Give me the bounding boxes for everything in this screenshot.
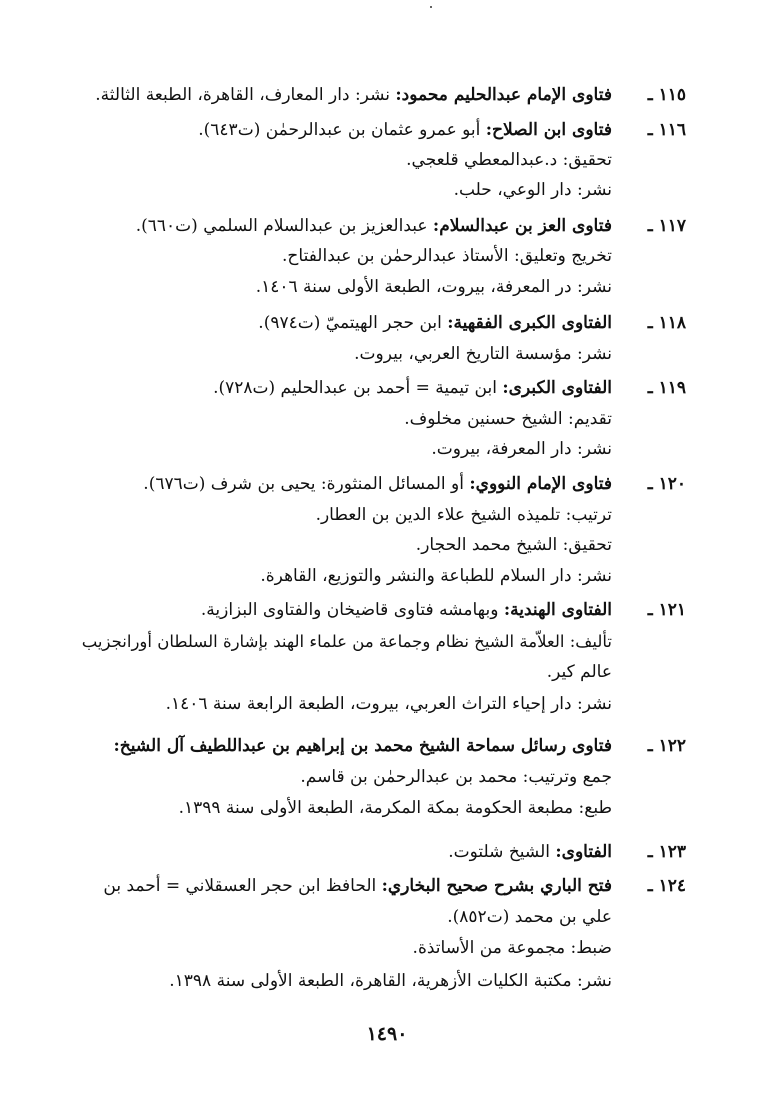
- speck: [430, 6, 432, 8]
- entry-title: فتاوى الإمام عبدالحليم محمود:: [395, 85, 612, 105]
- entry-text: الشيخ شلتوت.: [448, 842, 556, 862]
- entry-number: ١٢٣ ـ: [647, 842, 686, 862]
- entry-number: ١١٦ ـ: [647, 120, 686, 140]
- entry-title: فتاوى العز بن عبدالسلام:: [432, 216, 612, 236]
- entry-title: الفتاوى الكبرى:: [502, 378, 612, 398]
- entry-detail-line: [300, 765, 612, 789]
- entry-text: عالم كير.: [546, 662, 612, 682]
- entry-detail-line: [179, 796, 612, 820]
- entry-heading-line: [258, 311, 612, 335]
- entry-text: نشر: دار السلام للطباعة والنشر والتوزيع، القاهرة.: [260, 566, 612, 586]
- entry-text: أو المسائل المنثورة: يحيى بن شرف (ت٦٧٦).: [143, 474, 470, 494]
- entry-number: ١٢٠ ـ: [647, 474, 686, 494]
- entry-detail-line: [447, 905, 612, 929]
- entry-title: الفتاوى الكبرى الفقهية:: [447, 313, 612, 333]
- entry-detail-line: [316, 503, 612, 527]
- entry-text: نشر: دار المعرفة، بيروت.: [431, 439, 612, 459]
- entry-heading-line: [448, 840, 612, 864]
- page-number: ١٤٩٠: [366, 1023, 408, 1045]
- entry-text: ابن تيمية = أحمد بن عبدالحليم (ت٧٢٨).: [213, 378, 503, 398]
- entry-detail-line: [82, 630, 612, 654]
- entry-detail-line: [416, 533, 612, 557]
- entry-title: فتح الباري بشرح صحيح البخاري:: [381, 876, 612, 896]
- entry-detail-line: [413, 936, 612, 960]
- entry-text: جمع وترتيب: محمد بن عبدالرحمٰن بن قاسم.: [300, 767, 612, 787]
- entry-text: ضبط: مجموعة من الأساتذة.: [412, 938, 612, 958]
- entry-title: فتاوى رسائل سماحة الشيخ محمد بن إبراهيم بن عبداللطيف آل الشيخ:: [113, 736, 612, 756]
- entry-text: وبهامشه فتاوى قاضيخان والفتاوى البزازية.: [200, 600, 504, 620]
- entry-detail-line: [404, 407, 612, 431]
- entry-text: نشر: در المعرفة، بيروت، الطبعة الأولى سنة ١٤٠٦.: [255, 277, 612, 297]
- entry-detail-line: [256, 275, 612, 299]
- entry-title: الفتاوى الهندية:: [503, 600, 612, 620]
- entry-detail-line: [169, 969, 612, 993]
- entry-detail-line: [354, 342, 612, 366]
- entry-text: تخريج وتعليق: الأستاذ عبدالرحمٰن بن عبدالفتاح.: [282, 246, 612, 266]
- entry-heading-line: [201, 598, 612, 622]
- entry-heading-line: [213, 376, 612, 400]
- entry-detail-line: [454, 178, 612, 202]
- entry-heading-line: [114, 734, 613, 758]
- entry-detail-line: [282, 244, 612, 268]
- entry-number: ١٢١ ـ: [647, 600, 686, 620]
- entry-detail-line: [431, 437, 612, 461]
- entry-text: نشر: مؤسسة التاريخ العربي، بيروت.: [354, 344, 612, 364]
- entry-title: فتاوى الإمام النووي:: [469, 474, 612, 494]
- entry-title: فتاوى ابن الصلاح:: [485, 120, 612, 140]
- entry-text: نشر: مكتبة الكليات الأزهرية، القاهرة، الطبعة الأولى سنة ١٣٩٨.: [169, 971, 612, 991]
- entry-text: نشر: دار الوعي، حلب.: [453, 180, 612, 200]
- entry-heading-line: [198, 118, 612, 142]
- entry-heading-line: [143, 472, 612, 496]
- entry-detail-line: [166, 692, 612, 716]
- entry-number: ١١٩ ـ: [647, 378, 686, 398]
- entry-text: تحقيق: د.عبدالمعطي قلعجي.: [406, 150, 612, 170]
- entry-number: ١١٥ ـ: [647, 85, 686, 105]
- entry-detail-line: [406, 148, 612, 172]
- entry-text: نشر: دار إحياء التراث العربي، بيروت، الطبعة الرابعة سنة ١٤٠٦.: [165, 694, 612, 714]
- entry-text: تأليف: العلاّمة الشيخ نظام وجماعة من علماء الهند بإشارة السلطان أورانجزيب: [81, 632, 612, 651]
- entry-text: أبو عمرو عثمان بن عبدالرحمٰن (ت٦٤٣).: [198, 120, 486, 140]
- entry-text: تحقيق: الشيخ محمد الحجار.: [415, 535, 612, 555]
- entry-title: الفتاوى:: [555, 842, 612, 862]
- entry-number: ١٢٢ ـ: [647, 736, 686, 756]
- entry-text: علي بن محمد (ت٨٥٢).: [447, 907, 612, 927]
- entry-text: الحافظ ابن حجر العسقلاني = أحمد بن: [103, 876, 382, 896]
- entry-number: ١٢٤ ـ: [647, 876, 686, 896]
- entry-text: نشر: دار المعارف، القاهرة، الطبعة الثالثة.: [95, 85, 396, 105]
- entry-number: ١١٨ ـ: [647, 313, 686, 333]
- entry-text: عبدالعزيز بن عبدالسلام السلمي (ت٦٦٠).: [135, 216, 433, 236]
- entry-text: ترتيب: تلميذه الشيخ علاء الدين بن العطار.: [315, 505, 612, 525]
- entry-detail-line: [260, 564, 612, 588]
- entry-text: طبع: مطبعة الحكومة بمكة المكرمة، الطبعة الأولى سنة ١٣٩٩.: [178, 798, 612, 818]
- entry-text: تقديم: الشيخ حسنين مخلوف.: [404, 409, 612, 429]
- entry-heading-line: [95, 83, 612, 107]
- entry-heading-line: [136, 214, 612, 238]
- entry-detail-line: [547, 660, 612, 684]
- entry-text: ابن حجر الهيتميّ (ت٩٧٤).: [258, 313, 448, 333]
- entry-heading-line: [103, 874, 612, 898]
- entry-number: ١١٧ ـ: [647, 216, 686, 236]
